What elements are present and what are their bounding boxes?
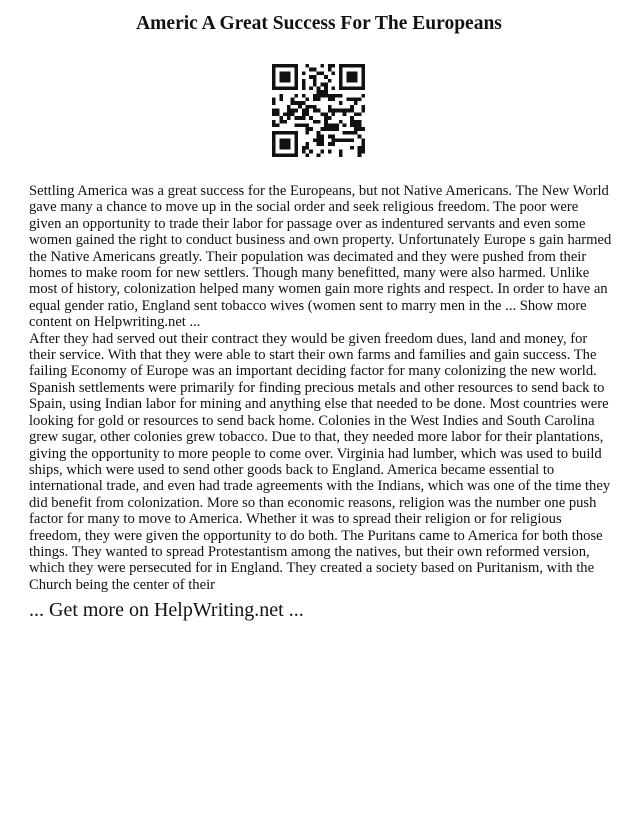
document-body <box>29 183 613 593</box>
paragraph-1: Settling America was a great success for the Europeans, but not Native Americans. The New World gave many a chance to move up in the social order and seek religious freedom. The poor were given an opportunity to trade their labor for passage over as indentured servants and even some women gained the right to conduct business and own property. Unfortunately Europe s gain harmed the Native Americans greatly. Their population was decimated and they were pushed from their homes to make room for new settlers. Though many benefitted, many were also harmed. Unlike most of history, colonization helped many women gain more rights and respect. In order to have an equal gender ratio, England sent tobacco wives (women sent to marry men in the ... Show more content on Helpwriting.net ... <box>29 183 612 331</box>
get-more-link[interactable]: ... Get more on HelpWriting.net ... <box>29 599 304 621</box>
qr-code-icon <box>272 64 365 157</box>
document-title: Americ A Great Success For The Europeans <box>136 13 502 34</box>
paragraph-2: After they had served out their contract they would be given freedom dues, land and money, for their service. With that they were able to start their own farms and families and gain success. The failing Economy of Europe was an important deciding factor for many colonizing the new world. Spanish settlements were primarily for finding precious metals and other resources to send back to Spain, using Indian labor for mining and anything else that needed to be done. Most countries were looking for gold or resources to send back home. Colonies in the West Indies and South Carolina grew sugar, other colonies grew tobacco. Due to that, they needed more labor for their plantations, giving the opportunity to more people to come over. Virginia had lumber, which was used to build ships, which were used to send other goods back to England. America became essential to international trade, and even had trade agreements with the Indians, which was one of the time they did benefit from colonization. More so than economic reasons, religion was the number one push factor for many to move to America. Whether it was to spread their religion or for religious freedom, they were given the opportunity to do both. The Puritans came to America for both those things. They wanted to spread Protestantism among the natives, but their own reformed version, which they were persecuted for in England. They created a society based on Puritanism, with the Church being the center of their <box>29 330 611 593</box>
